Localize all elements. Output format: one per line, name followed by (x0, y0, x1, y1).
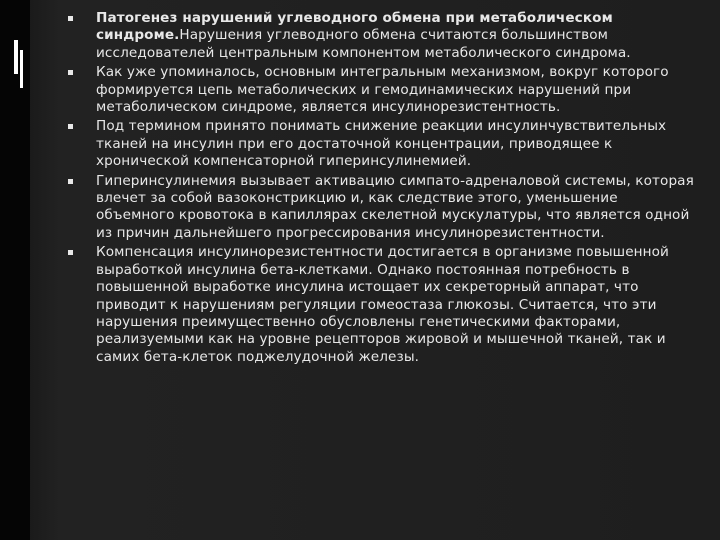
square-bullet-icon (68, 250, 73, 255)
square-bullet-icon (68, 70, 73, 75)
bullet-text: Под термином принято понимать снижение реакции инсулинчувствительных тканей на инсулин при его достаточной концентрации, приводящее к хронической компенсаторной гиперинсулинемией. (96, 118, 667, 170)
bullet-item (66, 10, 696, 62)
square-bullet-icon (68, 179, 73, 184)
square-bullet-icon (68, 124, 73, 129)
bullet-item (66, 118, 696, 170)
bullet-item (66, 64, 696, 116)
bullet-text: Гиперинсулинемия вызывает активацию симпато-адреналовой системы, которая влечет за собой вазоконстрикцию и, как следствие этого, уменьшение объемного кровотока в капиллярах скелетной мускулатуры, что является одной из причин дальнейшего прогрессирования инсулинорезистентности. (96, 172, 694, 241)
bullet-item (66, 173, 696, 243)
left-decor-strip (0, 0, 30, 540)
bullet-text: Как уже упоминалось, основным интегральным механизмом, вокруг которого формируется цепь метаболических и гемодинамических нарушений при метаболическом синдроме, является инсулинорезистентность. (96, 64, 669, 116)
bullet-text: Нарушения углеводного обмена считаются большинством исследователей центральным компонентом метаболического синдрома. (96, 27, 631, 61)
decor-bar-1 (14, 40, 18, 74)
slide-content (66, 10, 696, 368)
decor-bar-2 (20, 50, 23, 88)
bullet-item (66, 244, 696, 366)
bullet-list (66, 10, 696, 366)
square-bullet-icon (68, 16, 73, 21)
bullet-lead: Патогенез нарушений углеводного обмена при метаболическом синдроме. (96, 10, 613, 44)
bullet-text: Компенсация инсулинорезистентности достигается в организме повышенной выработкой инсулина бета-клетками. Однако постоянная потребность в повышенной выработке инсулина истощает их секреторный аппарат, что приводит к нарушениям регуляции гомеостаза глюкозы. Считается, что эти нарушения преимущественно обусловлены генетическими факторами, реализуемыми как на уровне рецепторов жировой и мышечной тканей, так и самих бета-клеток поджелудочной железы. (96, 244, 669, 365)
